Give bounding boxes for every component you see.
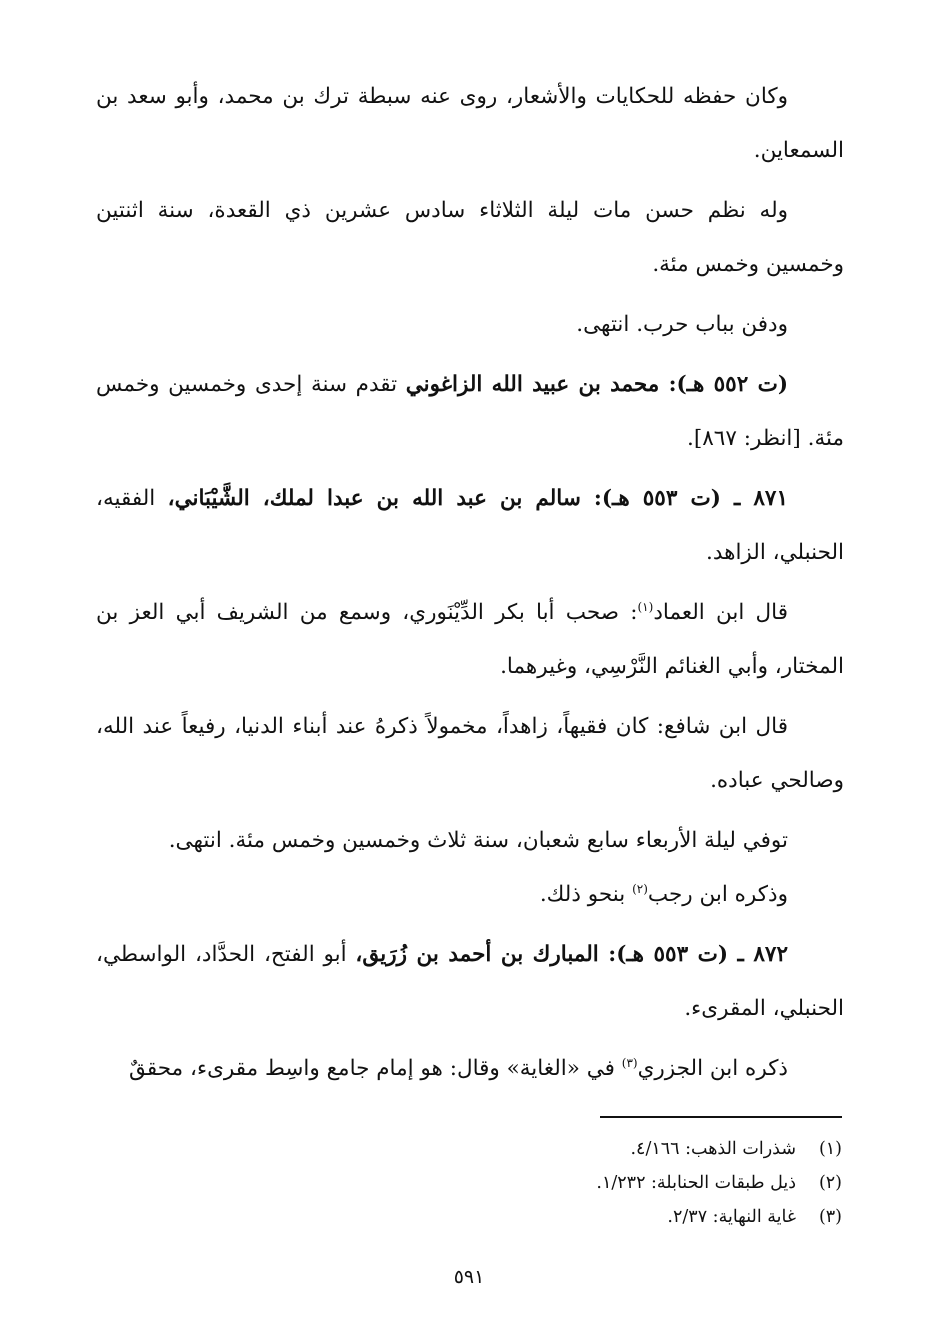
entry-text: تقدم سنة إحدى وخمسين وخمس مئة. [انظر: ٨٦٧]. [96,372,844,451]
footnote-separator [600,1116,842,1118]
paragraph-text: وكان حفظه للحكايات والأشعار، روى عنه سبطة ترك بن محمد، وأبو سعد بن السمعاين. [96,84,844,163]
footnote-1 [342,1132,842,1166]
entry-zaghuni [96,358,844,466]
footnote-number: (٢) [818,1173,842,1193]
footnote-number: (١) [818,1139,842,1159]
paragraph-2 [96,184,844,292]
footnote-3 [342,1200,842,1234]
main-text [96,70,844,1102]
entry-text: أبو الفتح، الحدَّاد، الواسطي، الحنبلي، المقرىء. [96,942,844,1021]
footnote-ref-3: (٣) [621,1055,638,1070]
paragraph-text: ودفن بباب حرب. انتهى. [576,312,788,337]
entry-heading: ٨٧٢ ـ (ت ٥٥٣ هـ): المبارك بن أحمد بن زُرَيق، [355,942,788,967]
paragraph-ibn-rajab [96,868,844,922]
paragraph-text: وذكره ابن رجب [647,882,788,907]
footnote-text: ذيل طبقات الحنابلة: ١/٢٣٢. [596,1173,796,1193]
entry-872 [96,928,844,1036]
entry-text: الفقيه، الحنبلي، الزاهد. [96,486,844,565]
paragraph-ibn-al-jazari [96,1042,844,1096]
paragraph-text: بنحو ذلك. [539,882,633,907]
footnote-text: غاية النهاية: ٢/٣٧. [667,1207,796,1227]
entry-heading: ٨٧١ ـ (ت ٥٥٣ هـ): سالم بن عبد الله بن عبدا لملك، الشَّيْبَاني، [167,486,788,511]
paragraph-ibn-shafi [96,700,844,808]
paragraph-death [96,814,844,868]
footnote-ref-1: (١) [637,599,654,614]
entry-871 [96,472,844,580]
paragraph-text: قال ابن العماد [653,600,788,625]
page-number: ٥٩١ [453,1266,485,1288]
paragraph-text: : صحب أبا بكر الدِّيْنَوري، وسمع من الشريف أبي العز بن المختار، وأبي الغنائم النَّرْسِي، وغيرهما. [96,600,844,679]
paragraph-text: ذكره ابن الجزري [637,1056,788,1081]
footnote-number: (٣) [818,1207,842,1227]
paragraph-ibn-al-imad [96,586,844,694]
footnote-text: شذرات الذهب: ٤/١٦٦. [630,1139,796,1159]
paragraph-1 [96,70,844,178]
paragraph-text: توفي ليلة الأربعاء سابع شعبان، سنة ثلاث وخمسين وخمس مئة. انتهى. [168,828,788,853]
entry-heading: (ت ٥٥٢ هـ): محمد بن عبيد الله الزاغوني [405,372,788,397]
paragraph-3 [96,298,844,352]
paragraph-text: في «الغاية» وقال: هو إمام جامع واسِط مقرىء، محققٌ [129,1056,622,1081]
footnote-2 [342,1166,842,1200]
paragraph-text: قال ابن شافع: كان فقيهاً، زاهداً، مخمولاً ذكرهُ عند أبناء الدنيا، رفيعاً عند الله، وصالحي عباده. [96,714,844,793]
footnote-ref-2: (٢) [632,881,648,896]
paragraph-text: وله نظم حسن مات ليلة الثلاثاء سادس عشرين ذي القعدة، سنة اثنتين وخمسين وخمس مئة. [96,198,844,277]
footnotes [342,1132,842,1234]
